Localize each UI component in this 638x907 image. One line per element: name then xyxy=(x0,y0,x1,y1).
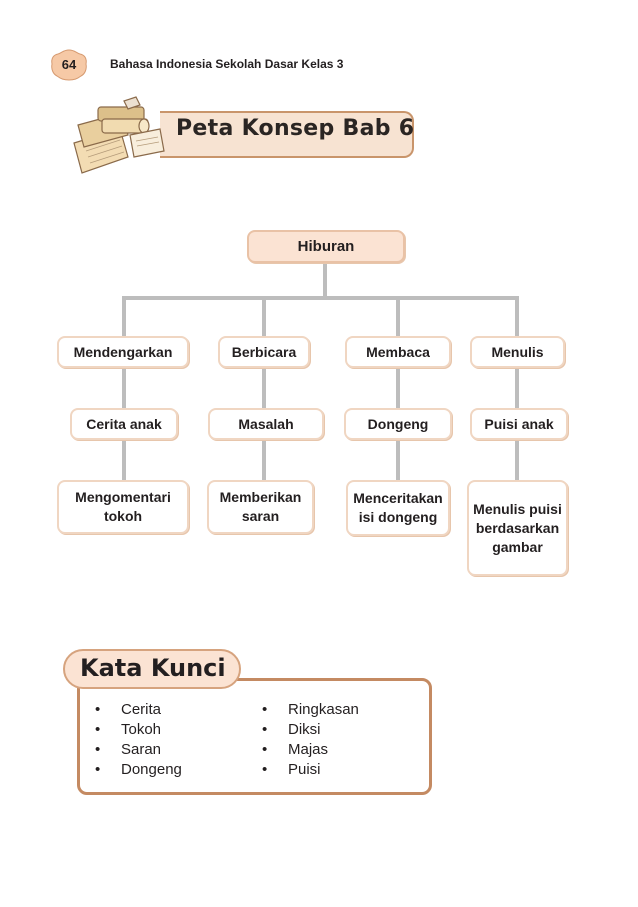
topic-node-masalah: Masalah xyxy=(208,408,324,440)
branch-node-membaca: Membaca xyxy=(345,336,451,368)
keyword-item: • Cerita xyxy=(95,700,182,720)
branch-node-menulis: Menulis xyxy=(470,336,565,368)
branch-node-berbicara: Berbicara xyxy=(218,336,310,368)
concept-root-node: Hiburan xyxy=(247,230,405,263)
branch-node-mendengarkan: Mendengarkan xyxy=(57,336,189,368)
activity-node-menulis-puisi: Menulis puisi berdasarkan gambar xyxy=(467,480,568,576)
keyword-item: • Majas xyxy=(262,740,359,760)
keyword-item: • Ringkasan xyxy=(262,700,359,720)
topic-node-cerita-anak: Cerita anak xyxy=(70,408,178,440)
activity-node-memberikan-saran: Memberikan saran xyxy=(207,480,314,534)
page-title: Peta Konsep Bab 6 xyxy=(176,116,415,141)
keyword-list-left xyxy=(95,700,182,780)
keyword-list-right xyxy=(262,700,359,780)
page-number: 64 xyxy=(61,57,77,72)
keyword-item: • Dongeng xyxy=(95,760,182,780)
keyword-item: • Saran xyxy=(95,740,182,760)
keyword-item: • Tokoh xyxy=(95,720,182,740)
kata-kunci-title: Kata Kunci xyxy=(80,654,226,682)
keyword-item: • Diksi xyxy=(262,720,359,740)
topic-node-puisi-anak: Puisi anak xyxy=(470,408,568,440)
keyword-item: • Puisi xyxy=(262,760,359,780)
activity-node-mengomentari-tokoh: Mengomentari tokoh xyxy=(57,480,189,534)
running-head: Bahasa Indonesia Sekolah Dasar Kelas 3 xyxy=(110,57,344,71)
topic-node-dongeng: Dongeng xyxy=(344,408,452,440)
activity-node-menceritakan-isi-dongeng: Menceritakan isi dongeng xyxy=(346,480,450,536)
